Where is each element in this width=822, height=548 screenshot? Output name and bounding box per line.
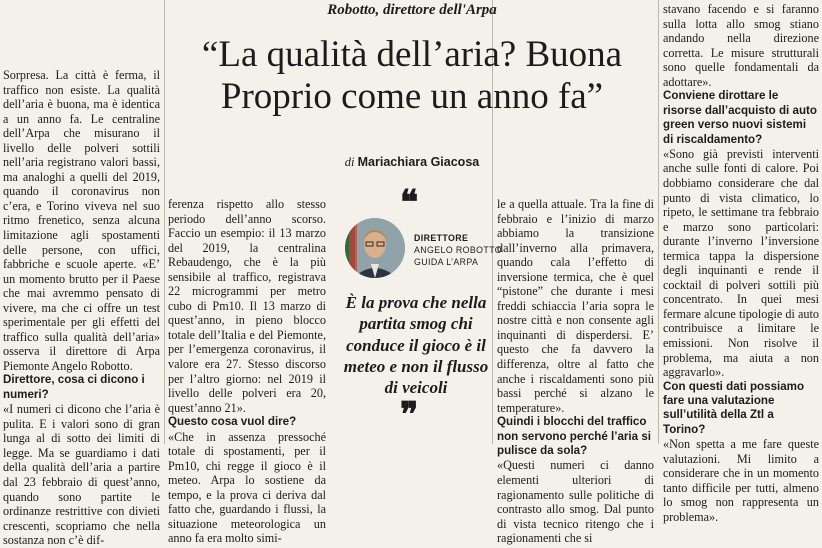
body-paragraph: «Non spetta a me fare queste valutazioni. Mi limito a considerare che in un momento tanto difficile per tutti, almeno lo smog non rappresenta un problema». [663, 437, 819, 525]
interview-question: Quindi i blocchi del traffico non servono perché l’aria si pulisce da sola? [497, 415, 651, 458]
caption-role: DIRETTORE [414, 233, 469, 243]
body-paragraph: le a quella attuale. Tra la fine di febbraio e l’inizio di marzo abbiamo la transizione dall’inverno alla primavera, quando cala l’effetto di inversione termica, che è quel “pistone” che durante i mesi freddi schiaccia l’aria sopra le nostre città e non consente agli inquinanti di disperdersi. E’ questo che fa davvero la differenza, oltre al fatto che anche i riscaldamenti sono più bassi perché si alzano le temperature». [497, 197, 654, 415]
article-column-1 [3, 68, 160, 548]
interview-question: Con questi dati possiamo fare una valutazione sull’utilità della Ztl a Torino? [663, 379, 805, 436]
caption-position: GUIDA L’ARPA [414, 257, 479, 267]
kicker: Robotto, direttore dell'Arpa [327, 2, 497, 18]
interview-question: Conviene dirottare le risorse dall’acquisto di auto green verso nuovi sistemi di riscaldamento? [663, 89, 817, 146]
byline-author: Mariachiara Giacosa [357, 155, 480, 169]
column-divider [164, 0, 165, 444]
body-paragraph: Sorpresa. La città è ferma, il traffico non esiste. La qualità dell’aria è buona, ma è identica a un anno fa. Le centraline dell’Arpa che misurano il livello delle polveri sottili nell’aria registrano valori bassi, ma analoghi a quelli del 2019, quando il coronavirus non c’era, e Torino viveva nel suo ritmo frenetico, senza alcuna limitazione agli spostamenti delle persone, con uffici, fabbriche e scuole aperte. «E’ un momento brutto per il Paese che mai avremmo pensato di vivere, ma che ci offre un test sperimentale per gli effetti del traffico sulla qualità dell’aria» osserva il direttore di Arpa Piemonte Angelo Robotto. [3, 68, 160, 373]
interview-question: Questo cosa vuol dire? [168, 415, 297, 429]
photo-caption [414, 232, 502, 268]
body-paragraph: ferenza rispetto allo stesso periodo dell’anno scorso. Faccio un esempio: il 13 marzo del 2019, la centralina Rebaudengo, che è la più sensibile al traffico, registrava 22 microgrammi per metro cubo di Pm10. Il 13 marzo di quest’anno, in pieno blocco totale dell’Italia e del Piemonte, per l’emergenza coronavirus, il valore era 27. Stesso discorso per l’altro giorno: nel 2019 il livello delle polveri era 20, quest’anno 21». [168, 197, 326, 415]
article-column-4 [663, 2, 819, 525]
caption-name: ANGELO ROBOTTO [414, 245, 503, 255]
headline-line-1: “La qualità dell’aria? Buona [201, 34, 623, 75]
body-paragraph: «Che in assenza pressoché totale di spostamenti, per il Pm10, chi regge il gioco è il meteo. Arpa lo sostiene da tempo, e la prova ci deriva dal fatto che, guardando i flussi, la situazione meteorologica un anno fa era molto simi- [168, 429, 326, 546]
body-paragraph: «Questi numeri ci danno elementi ulteriori di ragionamento sulle politiche di contrasto allo smog. Dal punto di vista tecnico ritengo che i ragionamenti che si [497, 458, 654, 546]
pullquote: È la prova che nella partita smog chi conduce il gioco è il meteo e non il flusso di veicoli [343, 293, 489, 398]
article-column-3 [497, 197, 654, 546]
headline-line-2: Proprio come un anno fa” [220, 76, 604, 117]
body-paragraph: «I numeri ci dicono che l’aria è pulita. E i valori sono di gran lunga al di sotto dei limiti di legge. Ma se guardiamo i dati della qualità dell’aria a partire dal 23 febbraio di quest’anno, quando sono partite le ordinanze restrittive con divieti crescenti, scopriamo che nella sostanza non c’è dif- [3, 402, 160, 548]
column-divider [658, 0, 659, 444]
close-quote-icon: ❞ [400, 397, 419, 434]
body-paragraph: «Sono già previsti interventi anche sulle fonti di calore. Poi dobbiamo considerare che dal punto di vista climatico, lo ripeto, le settimane tra febbraio e marzo sono particolari: durante l’inverno l’inversione termica tappa la dispersione degli inquinanti e rende il cocktail di polveri sottili più concentrato. In quei mesi fermare alcune tipologie di auto contribuisce a limitare le emissioni. Non risolve il problema, ma aiuta a non aggravarlo». [663, 146, 819, 380]
interview-question: Direttore, cosa ci dicono i numeri? [3, 373, 145, 401]
open-quote-icon: ❝ [400, 185, 419, 222]
headline [168, 34, 656, 118]
byline [168, 155, 656, 170]
article-column-2 [168, 197, 326, 546]
avatar [345, 218, 405, 278]
body-paragraph: stavano facendo e si faranno sulla lotta allo smog stiano andando nella direzione corretta. Le misure strutturali sono quelle fondamentali da adottare». [663, 2, 819, 89]
byline-prefix: di [344, 155, 355, 169]
